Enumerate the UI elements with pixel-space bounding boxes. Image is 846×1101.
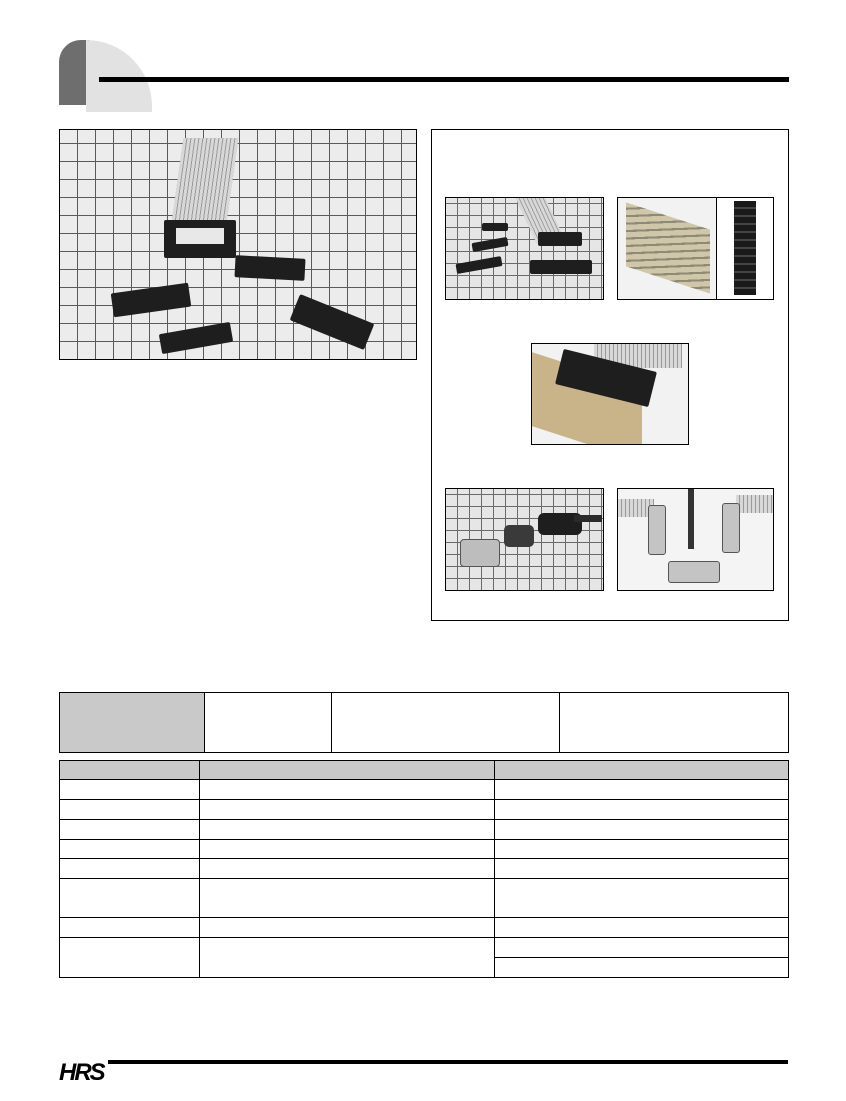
table-row-divider [60, 819, 788, 820]
small-connector-2 [471, 237, 508, 252]
table-column-divider [199, 761, 200, 977]
application-photo-dsub-connectors [445, 488, 604, 591]
table-row-divider [60, 839, 788, 840]
dsub-connector-metal [460, 539, 500, 567]
dsub-connector-mid [504, 525, 534, 547]
specification-table [59, 760, 789, 978]
application-photo-stacked-cables [617, 197, 718, 300]
model-header-cell-4 [560, 693, 788, 752]
connector-face-view [734, 201, 756, 295]
main-product-photo [59, 129, 417, 360]
dsub-right [722, 503, 740, 553]
table-row-divider [60, 937, 788, 938]
small-connector-1 [455, 256, 502, 274]
connector-header-2 [111, 283, 192, 318]
table-row-divider-partial [494, 957, 788, 958]
dsub-bottom [668, 561, 720, 583]
round-cable [574, 515, 602, 522]
ribbon-right [736, 495, 773, 513]
header-emblem-light-tab [86, 40, 152, 112]
table-row-divider [60, 878, 788, 879]
connector-header-3 [159, 322, 233, 354]
table-row-divider [60, 858, 788, 859]
hrs-logo: HRS [59, 1059, 104, 1086]
table-column-divider [494, 761, 495, 977]
footer-rule [108, 1060, 788, 1064]
spec-table-header-row [60, 761, 788, 780]
header-emblem-dark-tab [59, 40, 89, 105]
table-row-divider [60, 799, 788, 800]
model-header-cell-3 [332, 693, 560, 752]
connector-on-cable [538, 232, 582, 246]
small-connector-3 [482, 223, 508, 231]
table-row-divider [60, 917, 788, 918]
connector-on-cable-2 [530, 260, 592, 274]
stacked-ribbon-cables [626, 202, 710, 293]
application-photo-ribbon-connectors [445, 197, 604, 300]
application-photo-dsub-ribbon [617, 488, 774, 591]
cable-clamp [176, 228, 224, 244]
round-cable-center [688, 489, 694, 549]
ribbon-cable [171, 138, 239, 230]
dsub-left [648, 505, 666, 555]
connector-header-4 [290, 294, 375, 350]
connector-header-1 [234, 255, 305, 281]
application-photo-pcb-connector [531, 343, 689, 445]
model-header-label-cell [60, 693, 205, 752]
application-photo-connector-face [716, 197, 774, 300]
header-rule [99, 77, 789, 82]
model-header-table [59, 692, 789, 753]
model-header-cell-2 [205, 693, 332, 752]
